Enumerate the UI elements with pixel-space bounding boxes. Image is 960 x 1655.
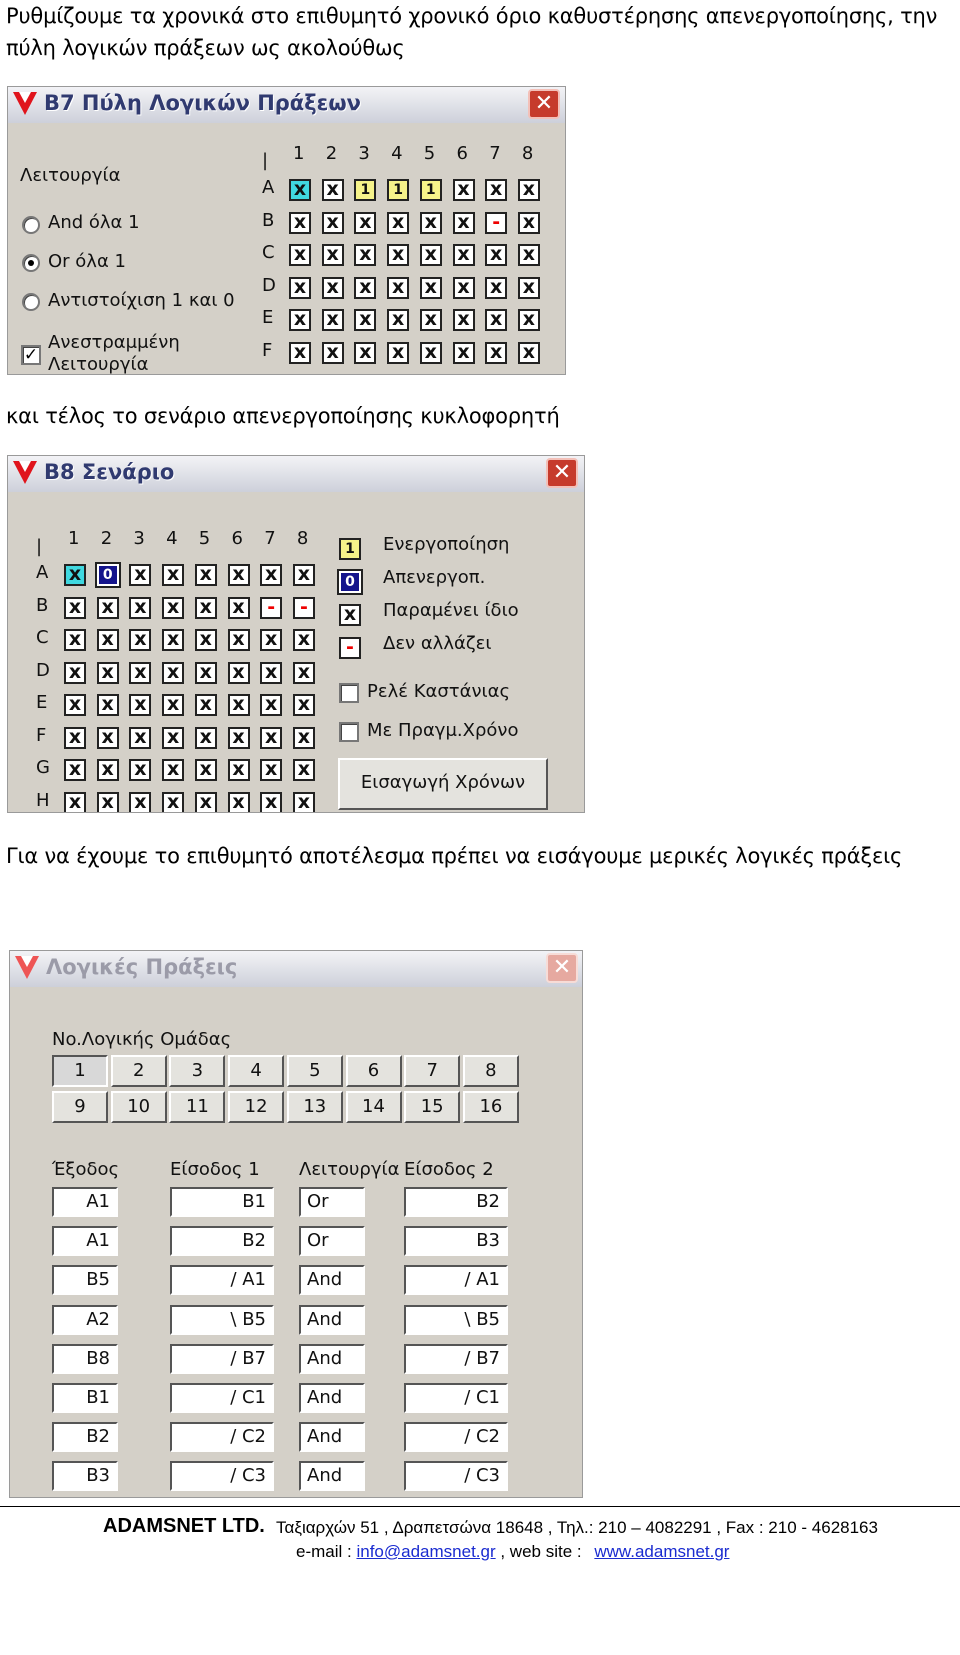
matrix-cell[interactable]: x: [289, 244, 311, 266]
output-field[interactable]: A2: [52, 1305, 118, 1335]
matrix-cell[interactable]: x: [260, 727, 282, 749]
matrix-cell[interactable]: x: [64, 662, 86, 684]
group-button[interactable]: 1: [52, 1055, 108, 1087]
matrix-cell[interactable]: x: [195, 629, 217, 651]
input2-field[interactable]: / B7: [404, 1344, 508, 1374]
radio-or-all-1[interactable]: [22, 254, 40, 272]
group-button[interactable]: 3: [169, 1055, 225, 1087]
legend-symbol: x: [339, 604, 361, 626]
output-field[interactable]: A1: [52, 1187, 118, 1217]
matrix-cell[interactable]: x: [322, 277, 344, 299]
matrix-cell[interactable]: x: [64, 597, 86, 619]
option-map-1-0: Αντιστοίχιση 1 και 0: [48, 290, 235, 311]
matrix-cell[interactable]: x: [420, 244, 442, 266]
matrix-cell[interactable]: x: [195, 759, 217, 781]
header-input1: Είσοδος 1: [170, 1159, 260, 1180]
group-button[interactable]: 6: [346, 1055, 402, 1087]
matrix-cell[interactable]: x: [293, 564, 315, 586]
row-label: C: [262, 242, 275, 263]
row-label: G: [36, 757, 50, 778]
matrix-cell[interactable]: x: [97, 759, 119, 781]
group-button[interactable]: 5: [287, 1055, 343, 1087]
matrix-cell[interactable]: x: [162, 759, 184, 781]
matrix-cell[interactable]: x: [485, 244, 507, 266]
row-label: D: [262, 274, 276, 296]
header-operation: Λειτουργία: [299, 1159, 400, 1180]
b8-scenario-window: [7, 455, 585, 813]
input1-field[interactable]: / B7: [170, 1344, 274, 1374]
matrix-cell[interactable]: x: [97, 629, 119, 651]
matrix-cell[interactable]: x: [518, 212, 540, 234]
matrix-cell[interactable]: 1: [420, 179, 442, 201]
row-label: D: [36, 659, 50, 681]
matrix-cell[interactable]: x: [518, 309, 540, 331]
legend-label: Ενεργοποίηση: [383, 534, 510, 555]
matrix-cell[interactable]: x: [322, 309, 344, 331]
matrix-cell[interactable]: x: [97, 727, 119, 749]
matrix-cell[interactable]: x: [354, 277, 376, 299]
matrix-cell[interactable]: x: [289, 277, 311, 299]
mid-text: και τέλος το σενάριο απενεργοποίησης κυκλοφορητή: [6, 404, 560, 428]
group-button[interactable]: 4: [228, 1055, 284, 1087]
matrix-cell[interactable]: x: [322, 342, 344, 364]
matrix-cell[interactable]: x: [420, 277, 442, 299]
realtime-label: Με Πραγμ.Χρόνο: [367, 720, 519, 741]
relay-checkbox[interactable]: [339, 683, 359, 703]
legend-label: Απενεργοπ.: [383, 567, 486, 588]
matrix-cell[interactable]: x: [453, 342, 475, 364]
column-header: 3: [133, 528, 145, 549]
group-button[interactable]: 8: [463, 1055, 519, 1087]
matrix-cell[interactable]: x: [322, 244, 344, 266]
operation-field[interactable]: And: [299, 1383, 365, 1413]
matrix-cell[interactable]: x: [293, 792, 315, 814]
function-label: Λειτουργία: [20, 165, 121, 186]
column-header: 4: [166, 528, 178, 549]
matrix-cell[interactable]: x: [387, 212, 409, 234]
grid-corner-bar: |: [36, 536, 43, 557]
row-label: E: [262, 307, 274, 328]
group-button[interactable]: 16: [463, 1091, 519, 1123]
row-label: C: [36, 627, 49, 648]
row-label: B: [262, 209, 275, 231]
matrix-cell[interactable]: x: [162, 662, 184, 684]
matrix-cell[interactable]: x: [129, 662, 151, 684]
matrix-cell[interactable]: x: [129, 597, 151, 619]
close-icon[interactable]: ✕: [546, 953, 578, 983]
column-header: 6: [456, 143, 468, 164]
logic-operations-window: [9, 950, 583, 1498]
input2-field[interactable]: / C3: [404, 1461, 508, 1491]
operation-field[interactable]: And: [299, 1265, 365, 1295]
close-icon[interactable]: ✕: [546, 458, 578, 488]
footer-contact: [296, 1542, 729, 1562]
footer-company: [103, 1515, 265, 1538]
b7-logic-gate-window: [7, 86, 566, 375]
matrix-cell[interactable]: x: [293, 662, 315, 684]
output-field[interactable]: B8: [52, 1344, 118, 1374]
row-label: F: [36, 724, 47, 746]
operation-field[interactable]: And: [299, 1422, 365, 1452]
input2-field[interactable]: \ B5: [404, 1305, 508, 1335]
realtime-checkbox[interactable]: [339, 722, 359, 742]
matrix-cell[interactable]: x: [195, 597, 217, 619]
operation-field[interactable]: And: [299, 1461, 365, 1491]
matrix-cell[interactable]: x: [97, 694, 119, 716]
matrix-cell[interactable]: x: [293, 727, 315, 749]
logic-title-bar: [10, 951, 582, 987]
matrix-cell[interactable]: x: [453, 277, 475, 299]
column-header: 1: [68, 528, 80, 549]
input1-field[interactable]: / C1: [170, 1383, 274, 1413]
row-label: A: [36, 562, 49, 583]
intro-text-line2: πύλη λογικών πράξεων ως ακολούθως: [6, 36, 405, 60]
input2-field[interactable]: B2: [404, 1187, 508, 1217]
column-header: 7: [264, 528, 276, 549]
company-name: ADAMSNET LTD.: [103, 1515, 265, 1537]
intro-text-line1: Ρυθμίζουμε τα χρονικά στο επιθυμητό χρονικό όριο καθυστέρησης απενεργοποίησης, την: [6, 4, 938, 28]
option-and-all-1: And όλα 1: [48, 212, 140, 233]
web-label: , web site :: [495, 1542, 587, 1561]
matrix-cell[interactable]: x: [195, 727, 217, 749]
footer-address: Ταξιαρχών 51 , Δραπετσώνα 18648 , Τηλ.: 210 – 4082291 , Fax : 210 - 4628163: [276, 1518, 878, 1537]
operation-field[interactable]: And: [299, 1344, 365, 1374]
matrix-cell[interactable]: x: [64, 759, 86, 781]
matrix-cell[interactable]: x: [289, 179, 311, 201]
matrix-cell[interactable]: x: [354, 212, 376, 234]
output-field[interactable]: B1: [52, 1383, 118, 1413]
matrix-cell[interactable]: x: [293, 694, 315, 716]
app-logo-icon: [14, 955, 40, 981]
matrix-cell[interactable]: x: [387, 342, 409, 364]
input2-field[interactable]: B3: [404, 1226, 508, 1256]
matrix-cell[interactable]: x: [228, 564, 250, 586]
footer-divider: [0, 1506, 960, 1507]
matrix-cell[interactable]: x: [354, 342, 376, 364]
matrix-cell[interactable]: x: [97, 792, 119, 814]
matrix-cell[interactable]: x: [195, 792, 217, 814]
legend-symbol: 0: [339, 571, 361, 593]
matrix-cell[interactable]: x: [453, 309, 475, 331]
input1-field[interactable]: B1: [170, 1187, 274, 1217]
column-header: 8: [296, 528, 309, 549]
email-label: e-mail :: [296, 1542, 357, 1561]
input2-field[interactable]: / C2: [404, 1422, 508, 1452]
matrix-cell[interactable]: x: [322, 212, 344, 234]
output-field[interactable]: A1: [52, 1226, 118, 1256]
matrix-cell[interactable]: x: [228, 759, 250, 781]
matrix-cell[interactable]: x: [322, 179, 344, 201]
logic-title: Λογικές Πράξεις: [46, 955, 238, 979]
operation-field[interactable]: Or: [299, 1226, 365, 1256]
matrix-cell[interactable]: x: [289, 309, 311, 331]
matrix-cell[interactable]: x: [485, 277, 507, 299]
group-button[interactable]: 12: [228, 1091, 284, 1123]
b7-title-bar: [8, 87, 565, 123]
matrix-cell[interactable]: x: [354, 244, 376, 266]
legend-symbol: 1: [339, 538, 361, 560]
matrix-cell[interactable]: x: [387, 309, 409, 331]
matrix-cell[interactable]: x: [64, 564, 86, 586]
matrix-cell[interactable]: x: [162, 629, 184, 651]
matrix-cell[interactable]: x: [162, 564, 184, 586]
matrix-cell[interactable]: x: [64, 694, 86, 716]
row-label: F: [262, 339, 273, 361]
row-label: A: [262, 177, 275, 198]
row-label: E: [36, 692, 48, 713]
matrix-cell[interactable]: x: [260, 792, 282, 814]
row-label: H: [36, 789, 50, 811]
input1-field[interactable]: \ B5: [170, 1305, 274, 1335]
matrix-cell[interactable]: x: [129, 629, 151, 651]
matrix-cell[interactable]: x: [228, 629, 250, 651]
input1-field[interactable]: / A1: [170, 1265, 274, 1295]
radio-map-1-0[interactable]: [22, 293, 40, 311]
matrix-cell[interactable]: x: [289, 212, 311, 234]
relay-label: Ρελέ Καστάνιας: [367, 681, 511, 702]
matrix-cell[interactable]: x: [485, 309, 507, 331]
column-header: 5: [423, 143, 436, 164]
matrix-cell[interactable]: x: [260, 629, 282, 651]
matrix-cell[interactable]: x: [420, 212, 442, 234]
matrix-cell[interactable]: x: [518, 244, 540, 266]
output-field[interactable]: B2: [52, 1422, 118, 1452]
matrix-cell[interactable]: x: [260, 564, 282, 586]
column-header: 6: [231, 528, 243, 549]
matrix-cell[interactable]: x: [293, 629, 315, 651]
matrix-cell[interactable]: x: [162, 694, 184, 716]
matrix-cell[interactable]: x: [228, 662, 250, 684]
matrix-cell[interactable]: x: [228, 727, 250, 749]
matrix-cell[interactable]: -: [485, 212, 507, 234]
matrix-cell[interactable]: x: [97, 662, 119, 684]
column-header: 1: [293, 143, 305, 164]
matrix-cell[interactable]: x: [228, 694, 250, 716]
matrix-cell[interactable]: x: [387, 277, 409, 299]
close-icon[interactable]: ✕: [528, 89, 560, 119]
header-input2: Είσοδος 2: [404, 1159, 494, 1180]
option-or-all-1: Or όλα 1: [48, 251, 126, 272]
matrix-cell[interactable]: x: [64, 727, 86, 749]
group-button[interactable]: 11: [169, 1091, 225, 1123]
grid-corner-bar: |: [262, 150, 269, 171]
output-field[interactable]: B5: [52, 1265, 118, 1295]
group-button[interactable]: 10: [111, 1091, 167, 1123]
group-label: No.Λογικής Ομάδας: [52, 1029, 232, 1050]
header-output: Έξοδος: [52, 1159, 120, 1180]
matrix-cell[interactable]: x: [64, 792, 86, 814]
group-button[interactable]: 7: [404, 1055, 460, 1087]
paragraph-2: Για να έχουμε το επιθυμητό αποτέλεσμα πρέπει να εισάγουμε μερικές λογικές πράξεις: [6, 844, 903, 868]
matrix-cell[interactable]: x: [129, 694, 151, 716]
group-button[interactable]: 13: [287, 1091, 343, 1123]
matrix-cell[interactable]: x: [228, 792, 250, 814]
group-button[interactable]: 9: [52, 1091, 108, 1123]
web-link[interactable]: www.adamsnet.gr: [594, 1542, 730, 1561]
enter-times-button[interactable]: Εισαγωγή Χρόνων: [338, 758, 548, 810]
matrix-cell[interactable]: x: [354, 309, 376, 331]
matrix-cell[interactable]: x: [518, 179, 540, 201]
matrix-cell[interactable]: x: [129, 792, 151, 814]
matrix-cell[interactable]: x: [260, 662, 282, 684]
matrix-cell[interactable]: x: [195, 662, 217, 684]
input2-field[interactable]: / C1: [404, 1383, 508, 1413]
matrix-cell[interactable]: x: [289, 342, 311, 364]
group-button[interactable]: 14: [346, 1091, 402, 1123]
matrix-cell[interactable]: x: [260, 694, 282, 716]
input1-field[interactable]: / C2: [170, 1422, 274, 1452]
legend-label: Παραμένει ίδιο: [383, 600, 519, 621]
b8-title-bar: [8, 456, 584, 492]
legend-symbol: -: [339, 637, 361, 659]
matrix-cell[interactable]: x: [195, 694, 217, 716]
matrix-cell[interactable]: -: [260, 597, 282, 619]
b7-title: B7 Πύλη Λογικών Πράξεων: [44, 91, 361, 115]
matrix-cell[interactable]: x: [518, 342, 540, 364]
column-header: 2: [100, 528, 113, 549]
matrix-cell[interactable]: x: [260, 759, 282, 781]
column-header: 8: [521, 143, 534, 164]
matrix-cell[interactable]: x: [485, 179, 507, 201]
inverted-checkbox[interactable]: ✓: [21, 345, 41, 365]
matrix-cell[interactable]: 1: [354, 179, 376, 201]
column-header: 7: [489, 143, 501, 164]
group-button[interactable]: 15: [404, 1091, 460, 1123]
operation-field[interactable]: And: [299, 1305, 365, 1335]
inverted-label-1: Ανεστραμμένη: [48, 332, 180, 353]
app-logo-icon: [12, 91, 38, 117]
email-link[interactable]: info@adamsnet.gr: [356, 1542, 496, 1561]
matrix-cell[interactable]: x: [162, 792, 184, 814]
column-header: 3: [358, 143, 370, 164]
matrix-cell[interactable]: x: [195, 564, 217, 586]
matrix-cell[interactable]: x: [162, 727, 184, 749]
output-field[interactable]: B3: [52, 1461, 118, 1491]
matrix-cell[interactable]: x: [420, 342, 442, 364]
matrix-cell[interactable]: x: [453, 212, 475, 234]
matrix-cell[interactable]: x: [293, 759, 315, 781]
b8-title: B8 Σενάριο: [44, 460, 175, 484]
matrix-cell[interactable]: 1: [387, 179, 409, 201]
column-header: 2: [325, 143, 338, 164]
matrix-cell[interactable]: x: [97, 597, 119, 619]
matrix-cell[interactable]: x: [129, 564, 151, 586]
input1-field[interactable]: / C3: [170, 1461, 274, 1491]
column-header: 4: [391, 143, 403, 164]
matrix-cell[interactable]: x: [453, 244, 475, 266]
legend-label: Δεν αλλάζει: [383, 633, 492, 654]
matrix-cell[interactable]: -: [293, 597, 315, 619]
matrix-cell[interactable]: x: [129, 727, 151, 749]
matrix-cell[interactable]: x: [518, 277, 540, 299]
column-header: 5: [198, 528, 211, 549]
matrix-cell[interactable]: x: [162, 597, 184, 619]
matrix-cell[interactable]: x: [453, 179, 475, 201]
radio-and-all-1[interactable]: [22, 216, 40, 234]
matrix-cell[interactable]: 0: [97, 564, 119, 586]
matrix-cell[interactable]: x: [485, 342, 507, 364]
row-label: B: [36, 594, 49, 616]
matrix-cell[interactable]: x: [64, 629, 86, 651]
matrix-cell[interactable]: x: [228, 597, 250, 619]
input1-field[interactable]: B2: [170, 1226, 274, 1256]
app-logo-icon: [12, 460, 38, 486]
matrix-cell[interactable]: x: [420, 309, 442, 331]
inverted-label-2: Λειτουργία: [48, 354, 149, 375]
operation-field[interactable]: Or: [299, 1187, 365, 1217]
group-button[interactable]: 2: [111, 1055, 167, 1087]
matrix-cell[interactable]: x: [129, 759, 151, 781]
input2-field[interactable]: / A1: [404, 1265, 508, 1295]
matrix-cell[interactable]: x: [387, 244, 409, 266]
